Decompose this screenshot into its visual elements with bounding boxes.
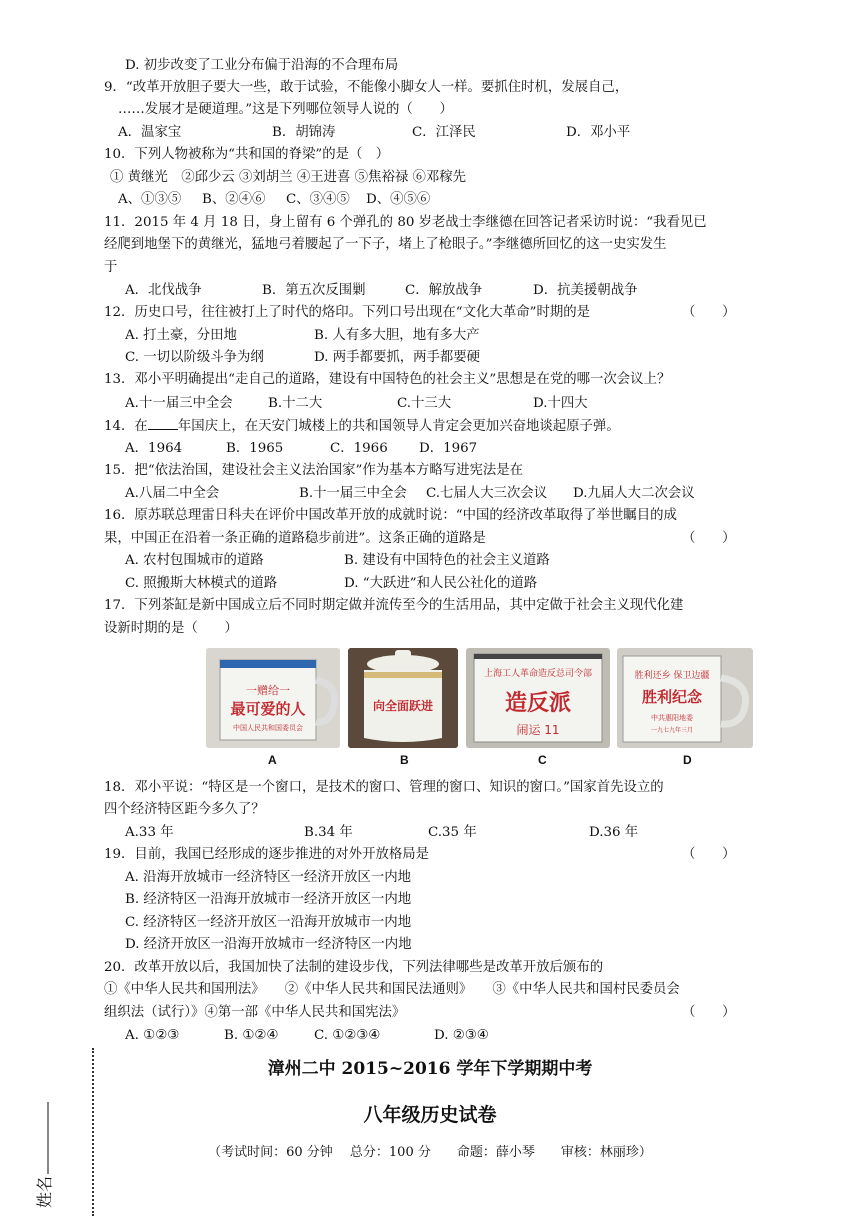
q18-option-a[interactable]: A.33 年: [125, 825, 174, 840]
q17-stem-line1: 17．下列茶缸是新中国成立后不同时期定做并流传至今的生活用品，其中定做于社会主义现代化建: [104, 598, 684, 613]
q17-stem-line2: 设新时期的是（ ）: [104, 621, 238, 636]
q10-stem: 10．下列人物被称为“共和国的脊梁”的是（ ）: [104, 147, 390, 162]
cup-a-text-top: 一赠给一: [246, 684, 290, 697]
cup-label-b: B: [400, 753, 409, 767]
q18-stem-line2: 四个经济特区距今多久了？: [104, 802, 265, 817]
q15-option-c[interactable]: C.七届人大三次会议: [426, 486, 548, 501]
q12-option-d[interactable]: D. 两手都要抓，两手都要硬: [314, 350, 481, 365]
cup-image-a[interactable]: [206, 648, 340, 748]
q12-answer-paren[interactable]: （ ）: [682, 305, 736, 320]
q12-option-c[interactable]: C. 一切以阶级斗争为纲: [125, 350, 264, 365]
q15-option-a[interactable]: A.八届二中全会: [125, 486, 220, 501]
q20-option-b[interactable]: B. ①②④: [224, 1028, 279, 1043]
q20-option-d[interactable]: D. ②③④: [434, 1028, 489, 1043]
q18-option-c[interactable]: C.35 年: [428, 825, 477, 840]
q14-blank[interactable]: [148, 417, 178, 430]
q20-stem-line1: 20．改革开放以后，我国加快了法制的建设步伐，下列法律哪些是改革开放后颁布的: [104, 960, 604, 975]
q19-answer-paren[interactable]: （ ）: [682, 847, 736, 862]
q11-stem-line3: 于: [104, 260, 118, 275]
q15-option-d[interactable]: D.九届人大二次会议: [573, 486, 695, 501]
q19-option-d[interactable]: D. 经济开放区一沿海开放城市一经济特区一内地: [125, 937, 412, 952]
cup-image-d[interactable]: [617, 648, 753, 748]
q13-option-d[interactable]: D.十四大: [533, 396, 588, 411]
q19-option-a[interactable]: A. 沿海开放城市一经济特区一经济开放区一内地: [125, 870, 411, 885]
q13-stem: 13．邓小平明确提出“走自己的道路，建设有中国特色的社会主义”思想是在党的哪一次会议上？: [104, 372, 671, 387]
q16-option-c[interactable]: C. 照搬斯大林模式的道路: [125, 576, 278, 591]
q9-option-a[interactable]: A．温家宝: [118, 125, 182, 140]
q11-stem-line1: 11．2015 年 4 月 18 日，身上留有 6 个弹孔的 80 岁老战士李继德在回答记者采访时说：“我看见已: [104, 215, 707, 230]
q11-option-d[interactable]: D．抗美援朝战争: [533, 283, 638, 298]
q9-option-c[interactable]: C．江泽民: [412, 125, 476, 140]
q14-stem: [104, 417, 620, 436]
q14-option-d[interactable]: D．1967: [419, 441, 478, 456]
q10-option-b[interactable]: B、②④⑥: [202, 192, 266, 207]
q20-stem-line2: ①《中华人民共和国刑法》 ②《中华人民共和国民法通则》 ③《中华人民共和国村民委员会: [104, 982, 680, 997]
q19-option-c[interactable]: C. 经济特区一经济开放区一沿海开放城市一内地: [125, 915, 412, 930]
q11-option-b[interactable]: B．第五次反围剿: [262, 283, 366, 298]
q9-option-d[interactable]: D．邓小平: [566, 125, 631, 140]
q11-option-c[interactable]: C．解放战争: [405, 283, 483, 298]
q14-stem-suffix: 年国庆上，在天安门城楼上的共和国领导人肯定会更加兴奋地谈起原子弹。: [177, 419, 620, 434]
exam-info: （考试时间：60 分钟 总分：100 分 命题：薛小琴 审核：林丽珍）: [208, 1145, 652, 1160]
q20-option-a[interactable]: A. ①②③: [125, 1028, 180, 1043]
q16-option-b[interactable]: B. 建设有中国特色的社会主义道路: [344, 553, 550, 568]
q8-option-d: D. 初步改变了工业分布偏于沿海的不合理布局: [125, 58, 399, 73]
q9-stem-line1: 9．“改革开放胆子要大一些，敢于试验，不能像小脚女人一样。要抓住时机，发展自己，: [104, 80, 629, 95]
cup-a-text-bottom: 中国人民共和国委员会: [233, 724, 303, 732]
cup-label-a: A: [268, 753, 277, 767]
cup-image-b[interactable]: [348, 648, 458, 748]
cup-d-text-date: 一九七九年三月: [650, 727, 694, 734]
q14-option-b[interactable]: B．1965: [226, 441, 284, 456]
cup-c-text-main: 造反派: [504, 691, 572, 716]
q16-stem-line2: 果，中国正在沿着一条正确的道路稳步前进”。这条正确的道路是: [104, 531, 486, 546]
cup-c-text-top: 上海工人革命造反总司令部: [483, 669, 593, 679]
q18-stem-line1: 18．邓小平说：“特区是一个窗口，是技术的窗口、管理的窗口、知识的窗口。”国家首先设立的: [104, 780, 664, 795]
cup-c-text-bottom: 闹运 11: [516, 723, 560, 737]
q19-option-b[interactable]: B. 经济特区一沿海开放城市一经济开放区一内地: [125, 892, 412, 907]
q20-answer-paren[interactable]: （ ）: [682, 1005, 736, 1020]
q20-option-c[interactable]: C. ①②③④: [314, 1028, 381, 1043]
name-label: 姓名: [35, 1175, 54, 1208]
cup-label-c: C: [538, 753, 547, 767]
q10-option-a[interactable]: A、①③⑤: [118, 192, 182, 207]
q19-stem: 19．目前，我国已经形成的逐步推进的对外开放格局是: [104, 847, 430, 862]
q9-stem-line2: ……发展才是硬道理。”这是下列哪位领导人说的（ ）: [118, 102, 453, 117]
q10-option-d[interactable]: D、④⑤⑥: [366, 192, 431, 207]
q12-stem: 12．历史口号，往往被打上了时代的烙印。下列口号出现在“文化大革命”时期的是: [104, 305, 591, 320]
q12-option-a[interactable]: A. 打土豪，分田地: [125, 328, 237, 343]
q14-option-a[interactable]: A．1964: [125, 441, 183, 456]
cup-d-text-org: 中共惠阳地委: [651, 714, 693, 722]
q15-stem: 15．把“依法治国，建设社会主义法治国家”作为基本方略写进宪法是在: [104, 463, 524, 478]
q18-option-b[interactable]: B.34 年: [304, 825, 353, 840]
q20-stem-line3: 组织法（试行）》④第一部《中华人民共和国宪法》: [104, 1005, 406, 1020]
q16-option-a[interactable]: A. 农村包围城市的道路: [125, 553, 264, 568]
q18-option-d[interactable]: D.36 年: [589, 825, 639, 840]
cup-a-text-main: 最可爱的人: [230, 700, 306, 718]
q10-person-list: ① 黄继光 ②邱少云 ③刘胡兰 ④王进喜 ⑤焦裕禄 ⑥邓稼先: [110, 170, 467, 185]
cup-label-d: D: [683, 753, 692, 767]
cup-d-text-main: 胜利纪念: [641, 688, 703, 706]
q13-option-c[interactable]: C.十三大: [397, 396, 452, 411]
cup-d-text-top: 胜利还乡 保卫边疆: [634, 671, 710, 681]
q11-option-a[interactable]: A．北伐战争: [125, 283, 202, 298]
q11-stem-line2: 经爬到地堡下的黄继光，猛地弓着腰起了一下子，堵上了枪眼子。”李继德所回忆的这一史实发生: [104, 237, 667, 252]
school-exam-title: 漳州二中 2015~2016 学年下学期期中考: [267, 1059, 593, 1079]
q13-option-a[interactable]: A.十一届三中全会: [125, 396, 233, 411]
q9-option-b[interactable]: B．胡锦涛: [272, 125, 336, 140]
q16-option-d[interactable]: D. “大跃进”和人民公社化的道路: [344, 576, 538, 591]
cup-image-c[interactable]: [466, 648, 610, 748]
q16-answer-paren[interactable]: （ ）: [682, 531, 736, 546]
q14-option-c[interactable]: C．1966: [330, 441, 388, 456]
q13-option-b[interactable]: B.十二大: [268, 396, 323, 411]
q16-stem-line1: 16．原苏联总理雷日科夫在评价中国改革开放的成就时说：“中国的经济改革取得了举世瞩目的成: [104, 508, 677, 523]
q14-stem-prefix: 14．在: [104, 419, 148, 434]
q15-option-b[interactable]: B.十一届三中全会: [299, 486, 407, 501]
subject-title: 八年级历史试卷: [363, 1104, 497, 1126]
q10-option-c[interactable]: C、③④⑤: [286, 192, 350, 207]
cup-b-text: 向全面跃进: [372, 699, 434, 713]
q12-option-b[interactable]: B. 人有多大胆，地有多大产: [314, 328, 480, 343]
